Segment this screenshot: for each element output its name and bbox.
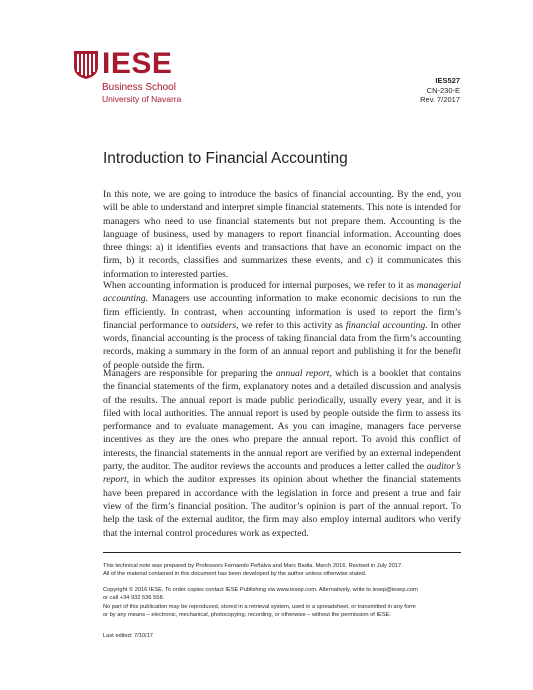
reference-code: IES527 bbox=[435, 76, 460, 85]
paragraph-intro: In this note, we are going to introduce the basics of financial accounting. By the end, you will be able to understand and interpret simple financial statements. This note is intended for managers who need to use financial statements but not prepare them. Accounting is the language of business, used by managers to report financial information. Accounting does three things: a) it identifies events and transactions that have an economic impact on the firm, b) it records, classifies and summarizes these events, and c) it communicates this information to interested parties. bbox=[103, 189, 461, 280]
logo-wordmark: IESE bbox=[102, 47, 173, 80]
footnote-line: or call +34 932 536 558. bbox=[103, 595, 165, 602]
document-reference bbox=[420, 76, 460, 105]
logo-university: University of Navarra bbox=[102, 94, 182, 104]
text-run: When accounting information is produced for internal purposes, we refer to it as bbox=[103, 280, 417, 291]
logo-school: Business School bbox=[102, 82, 176, 93]
emphasis-managerial-accounting: managerial accounting. bbox=[103, 280, 461, 305]
reference-revision: Rev. 7/2017 bbox=[420, 95, 460, 104]
footnote-authors bbox=[103, 562, 483, 579]
footnote-line: Copyright © 2016 IESE. To order copies contact IESE Publishing via www.iesep.com. Alternatively, write to iesep@iesep.com bbox=[103, 587, 418, 593]
paragraph-managerial-financial bbox=[103, 279, 461, 372]
emphasis-annual-report: annual report bbox=[275, 368, 330, 379]
reference-number: CN-230-E bbox=[426, 85, 460, 95]
emphasis-outsiders: outsiders bbox=[200, 319, 237, 331]
text-run: , we refer to this activity as bbox=[236, 319, 346, 331]
page-title: Introduction to Financial Accounting bbox=[103, 150, 348, 167]
text-run: In other words, financial accounting is the process of taking financial data from the firm’s accounting records, making a summary in the form of an annual report and publishing it for the benefit of people outside the firm. bbox=[103, 319, 462, 371]
text-run: , in which the auditor expresses its opinion about whether the financial statements have been prepared in accordance with the legislation in force and present a true and fair view of the firm’s financial position. The auditor’s opinion is part of the annual report. To help the task of the external auditor, the firm may also employ internal auditors who verify that the internal control procedures work as expected. bbox=[103, 474, 461, 539]
text-run: Managers are responsible for preparing the bbox=[103, 368, 276, 379]
emphasis-financial-accounting: financial accounting. bbox=[345, 319, 428, 331]
text-run: , which is a booklet that contains the financial statements of the firm, explanatory notes and a detailed discussion and analysis of the results. The annual report is made public periodically, usually every year, and it is filed with local authorities. The annual report is used by people outside the firm to assess its performance and to evaluate management. As you can imagine, managers face perverse incentives as they are the ones who prepare the annual report. To avoid this conflict of interests, the financial statements in the annual report are verified by an external independent party, the auditor. The auditor reviews the accounts and produces a letter called the bbox=[103, 368, 461, 473]
footnote-divider bbox=[103, 552, 461, 553]
text-run: Managers use accounting information to make economic decisions to run the firm efficiently. In contrast, when accounting information is used to report the firm’s financial performance to bbox=[103, 293, 461, 331]
iese-shield-icon bbox=[73, 50, 99, 80]
footnote-copyright bbox=[103, 586, 483, 620]
footnote-line: This technical note was prepared by Professors Fernando Peñalva and Marc Badia. March 2016. Revised in July 2017. bbox=[103, 563, 403, 569]
footnote-line: All of the material contained in this document has been developed by the author unless otherwise stated. bbox=[103, 571, 367, 578]
footnote-last-edited: Last edited: 7/10/17 bbox=[103, 633, 153, 639]
footnote-line: No part of this publication may be reproduced, stored in a retrieval system, used in a spreadsheet, or transmitted in any form bbox=[103, 603, 416, 610]
iese-logo bbox=[73, 47, 213, 110]
footnote-line: or by any means – electronic, mechanical, photocopying, recording, or otherwise – without the permission of IESE. bbox=[103, 612, 391, 619]
emphasis-auditors-report: auditor’s report bbox=[103, 461, 461, 486]
paragraph-annual-report bbox=[103, 367, 461, 540]
